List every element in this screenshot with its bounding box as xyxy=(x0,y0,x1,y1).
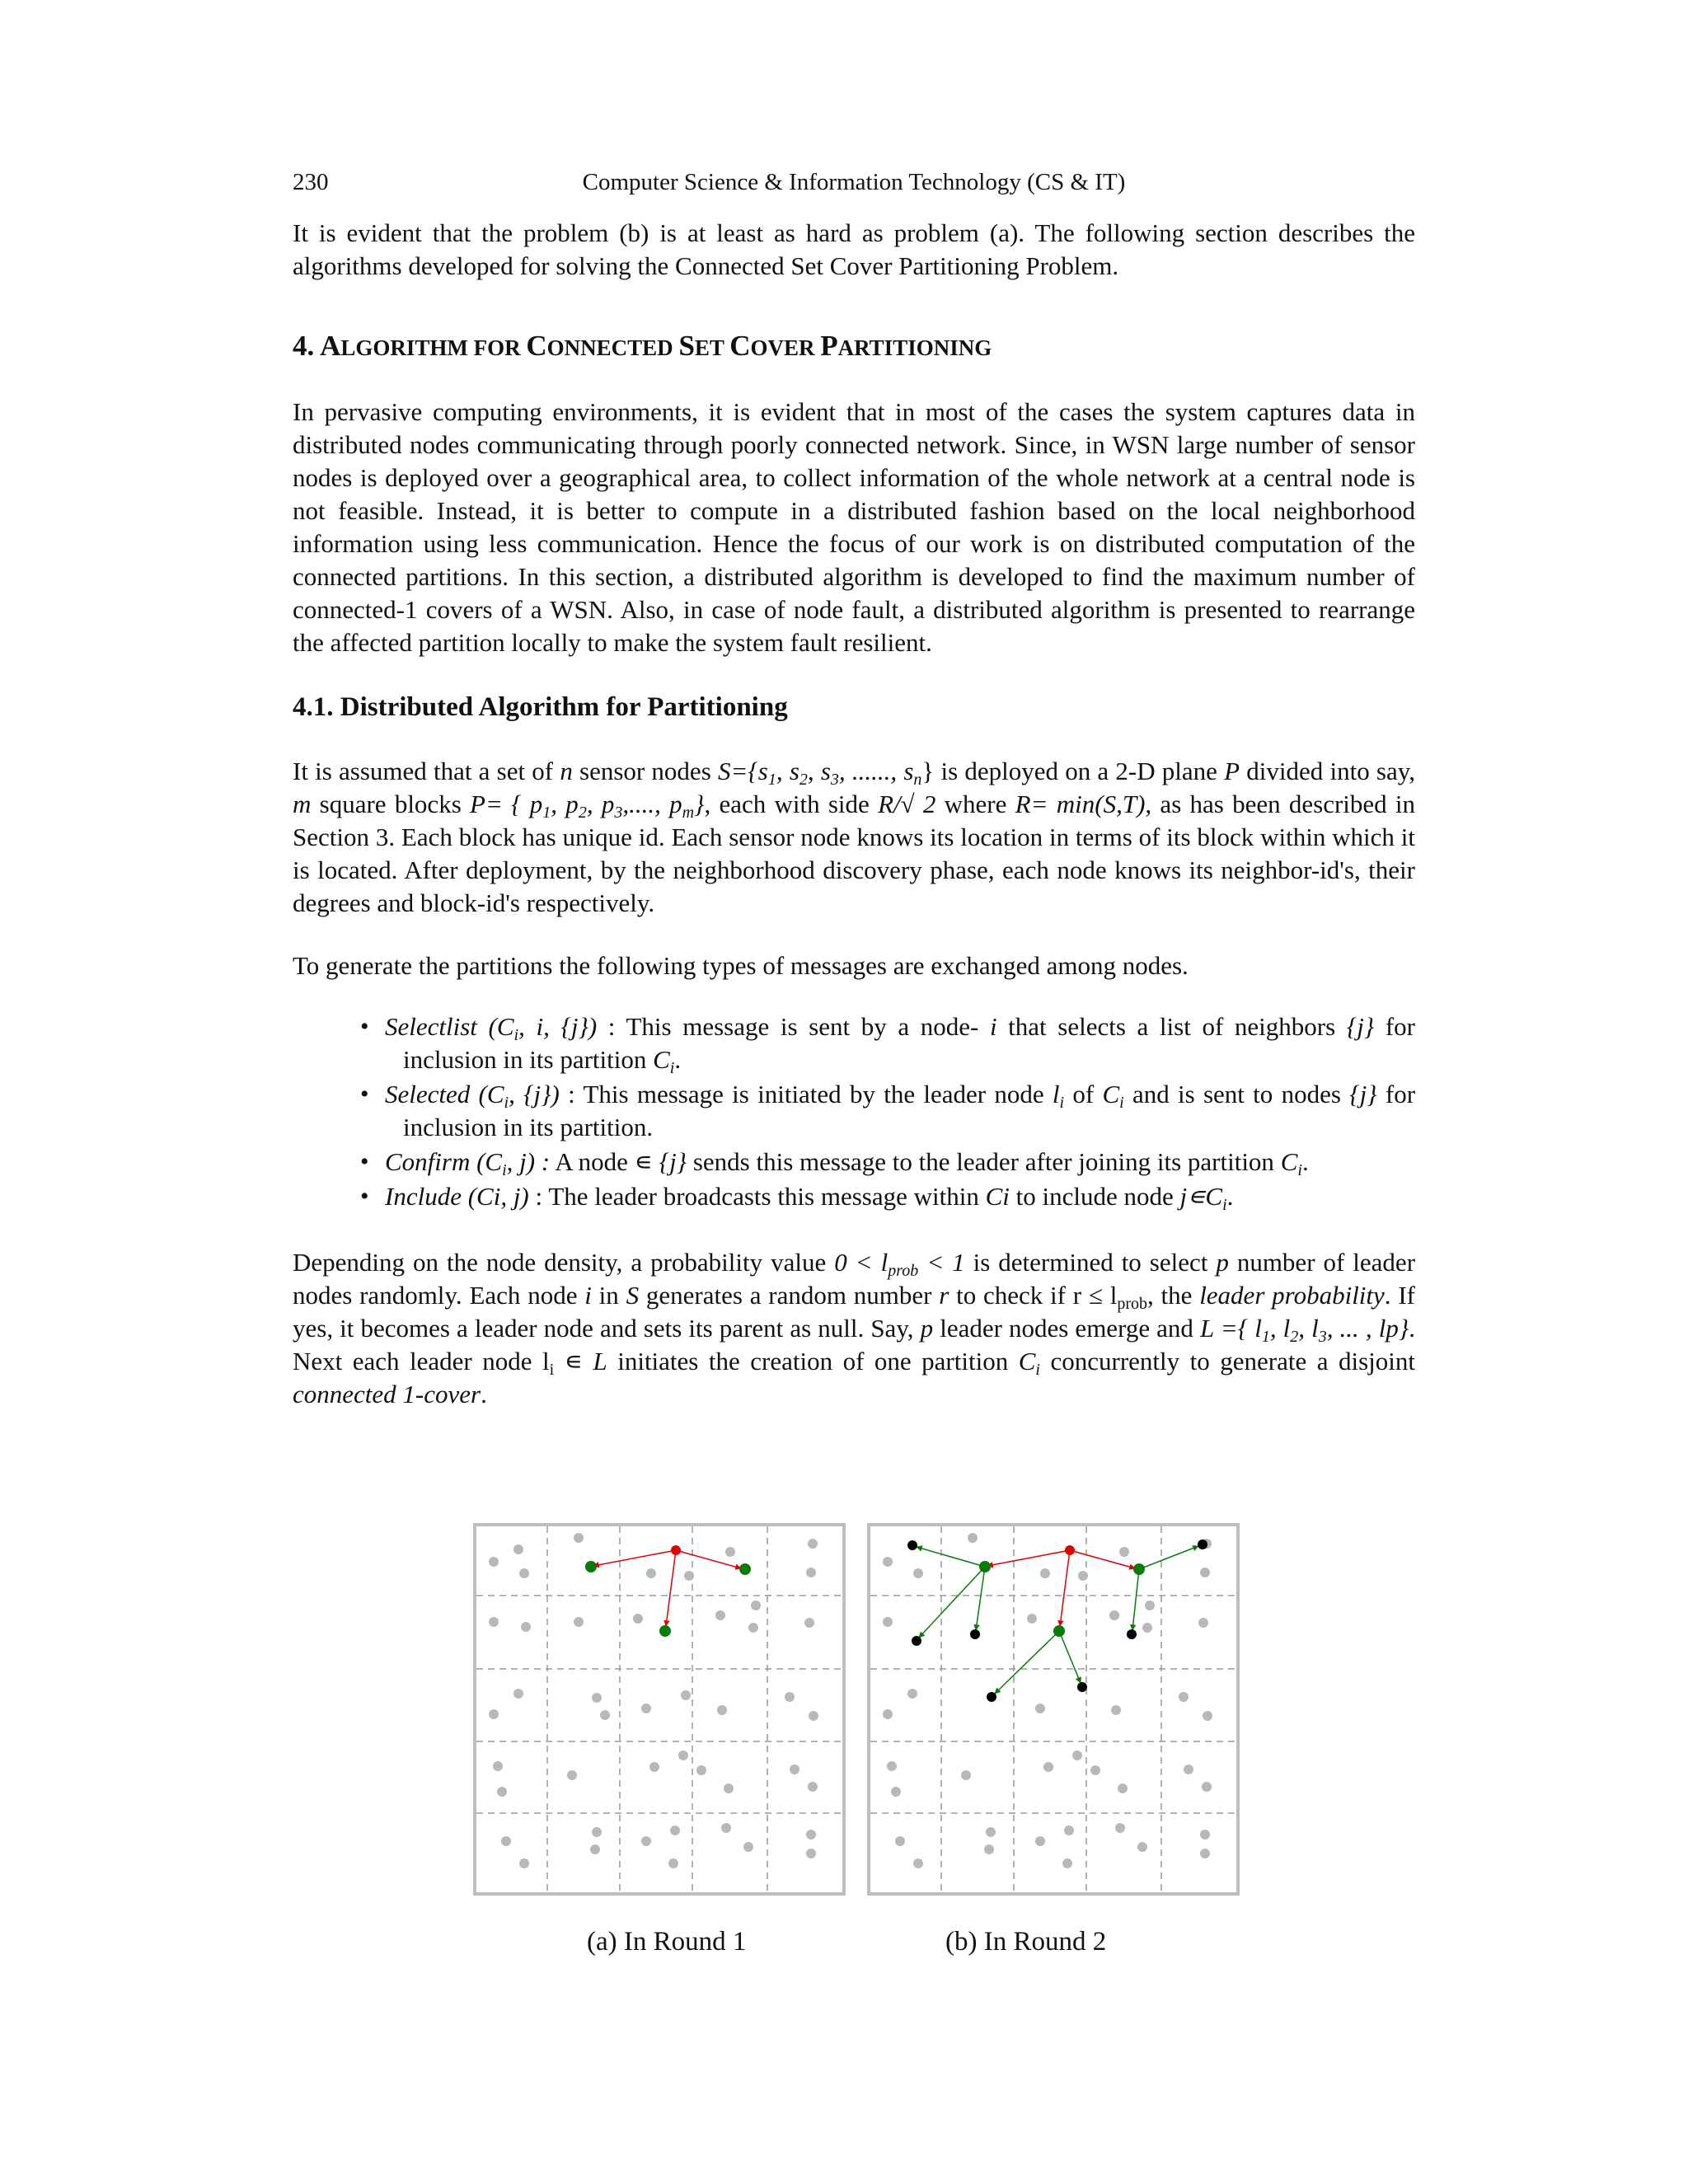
messages-intro: To generate the partitions the following types of messages are exchanged among nodes. xyxy=(293,951,1189,980)
running-header xyxy=(293,169,1415,202)
list-item: • Selected ($C_i$, {j}) : This message is initiated by the leader node $l_i$ of $C_i$ and is sent to nodes {j} for inclusion in its partition. xyxy=(360,1080,1416,1141)
figure-a-leader-node xyxy=(671,1545,681,1555)
figure-b-leader-node xyxy=(1065,1545,1075,1555)
figure-partition-rounds xyxy=(293,1516,1415,1978)
page-number: 230 xyxy=(293,169,329,195)
list-item: • Include (Ci, j) : The leader broadcasts this message within Ci to include node $j∊C_i$. xyxy=(360,1182,1234,1214)
section-4-paragraph: In pervasive computing environments, it is evident that in most of the cases the system captures data in distributed nodes communicating through poorly connected network. Since, in WSN large number of sensor nodes is deployed over a geographical area, to collect information of the whole network at a central node is not feasible. Instead, it is better to compute in a distributed fashion based on the local neighborhood information using less communication. Hence the focus of our work is on distributed computation of the connected partitions. In this section, a distributed algorithm is developed to find the maximum number of connected-1 covers of a WSN. Also, in case of node fault, a distributed algorithm is presented to rearrange the affected partition locally to make the system fault resilient. xyxy=(293,397,1415,657)
figure-caption-b: (b) In Round 2 xyxy=(945,1927,1107,1957)
deployment-paragraph: It is assumed that a set of n sensor nodes $S=\{s_1$, $s_2$, $s_3$, ......, $s_n$} is deployed on a 2-D plane P divided into say, m square blocks P= { $p_1$, $p_2$, $p_3$,...., $p_m$}, each with side R/√ 2 where R= min(S,T), as has been described in Section 3. Each block has unique id. Each sensor node knows its location in terms of its block within which it is located. After deployment, by the neighborhood discovery phase, each node knows its neighbor-id's, their degrees and block-id's respectively. xyxy=(293,757,1416,917)
leader-selection-paragraph: Depending on the node density, a probability value $0 < l_{prob} < 1$ is determined to select p number of leader nodes randomly. Each node i in S generates a random number r to check if $r \le l_{prob}$, the leader probability. If yes, it becomes a leader node and sets its parent as null. Say, p leader nodes emerge and L ={ $l_1$, $l_2$, $l_3$, ... , lp}. Next each leader node $l_i$ ∊ L initiates the creation of one partition $C_i$ concurrently to generate a disjoint connected 1-cover. xyxy=(293,1248,1416,1408)
section-4-number: 4. xyxy=(293,330,315,362)
list-item: • Confirm ($C_i$, j) : A node ∊ {j} sends this message to the leader after joining its partition $C_i$. xyxy=(360,1147,1309,1179)
intro-paragraph: It is evident that the problem (b) is at least as hard as problem (a). The following section describes the algorithms developed for solving the Connected Set Cover Partitioning Problem. xyxy=(293,218,1415,280)
page-content xyxy=(293,169,1415,1411)
section-4-1-heading: 4.1. Distributed Algorithm for Partitioning xyxy=(293,692,788,722)
message-list xyxy=(293,1010,1415,1213)
list-item: • Selectlist ($C_i$, i, {j}) : This message is sent by a node- i that selects a list of neighbors {j} for inclusion in its partition $C_i$. xyxy=(360,1012,1415,1077)
figure-a-frame xyxy=(475,1525,844,1894)
journal-title: Computer Science & Information Technology (CS & IT) xyxy=(582,169,1126,195)
section-4-heading: 4. ALGORITHM FOR CONNECTED SET COVER PARTITIONING xyxy=(293,330,992,362)
figure-caption-a: (a) In Round 1 xyxy=(587,1927,747,1957)
figure-b-frame xyxy=(869,1525,1238,1894)
figure-a-round-1 xyxy=(473,1523,846,1896)
figure-b-round-2 xyxy=(867,1523,1240,1896)
